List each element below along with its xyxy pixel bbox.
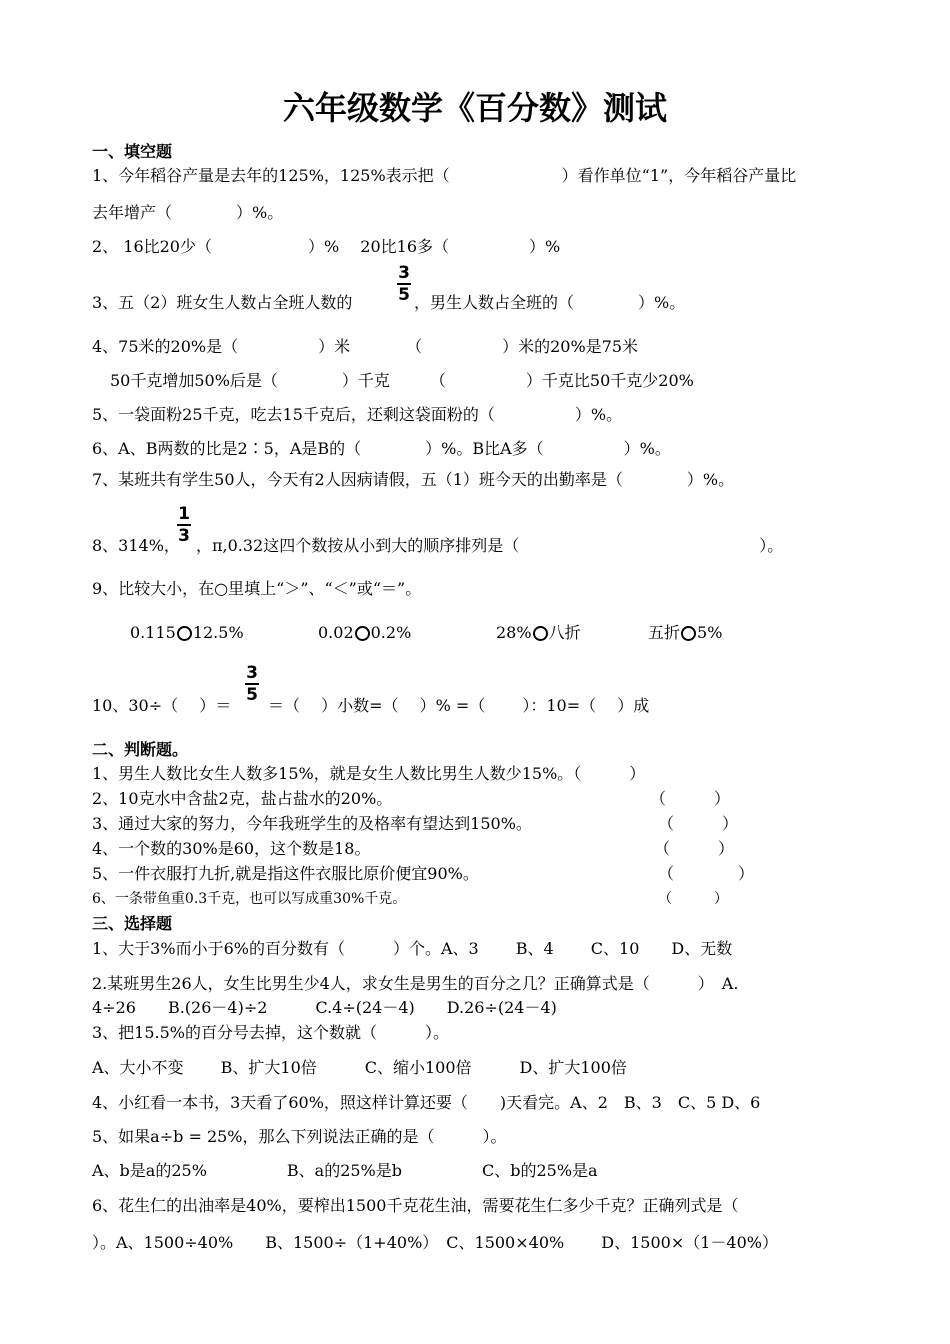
fraction-denominator: 5 [246,685,258,705]
question-6: 6、A、B两数的比是2∶5，A是B的（ ）%。B比A多（ ）%。 [92,439,671,458]
choice-line-6: 4、小红看一本书，3天看了60%，照这样计算还要（ )天看完。A、2 B、3 C、5 D、6 [92,1093,761,1112]
compare-circle[interactable] [355,626,370,641]
question-1-line-1: 1、今年稻谷产量是去年的125%，125%表示把（ ）看作单位“1”，今年稻谷产量比 [92,166,797,185]
question-10-tail: ＝（ ）小数=（ ）% =（ ）：10=（ ）成 [268,696,650,715]
judge-item-6: 6、一条带鱼重0.3千克，也可以写成重30%千克。 [92,891,407,907]
question-3-text: 3、五（2）班女生人数占全班人数的 [92,293,353,312]
fraction-denominator: 3 [178,526,190,546]
question-8-tail: ，π,0.32这四个数按从小到大的顺序排列是（ ）。 [196,536,784,555]
answer-bracket: （ ） [658,891,728,907]
question-1-line-2: 去年增产（ ）%。 [92,203,284,222]
choice-line-5: A、大小不变 B、扩大10倍 C、缩小100倍 D、扩大100倍 [92,1058,627,1077]
judge-item-5: 5、一件衣服打九折,就是指这件衣服比原价便宜90%。 [92,864,479,883]
compare-left: 五折 [648,623,681,642]
judge-item-3: 3、通过大家的努力，今年我班学生的及格率有望达到150%。 [92,814,532,833]
question-2: 2、 16比20少（ ）% 20比16多（ ）% [92,237,561,256]
compare-right: 5% [697,623,723,642]
compare-item-2 [318,623,411,643]
choice-line-9: 6、花生仁的出油率是40%，要榨出1500千克花生油，需要花生仁多少千克？正确列式是（ [92,1196,739,1215]
fraction-one-third [176,505,192,545]
compare-left: 0.02 [318,623,354,642]
question-10-text: 10、30÷（ ）＝ [92,696,232,715]
fraction-denominator: 5 [398,285,410,305]
compare-circle[interactable] [177,626,192,641]
judge-item-1: 1、男生人数比女生人数多15%，就是女生人数比男生人数少15%。（ ） [92,764,646,783]
judge-item-4: 4、一个数的30%是60，这个数是18。 [92,839,371,858]
question-8-text: 8、314%， [92,536,180,555]
compare-item-1 [130,623,244,643]
choice-line-2: 2.某班男生26人，女生比男生少4人，求女生是男生的百分之几？正确算式是（ ） A. [92,974,739,993]
choice-line-8: A、b是a的25% B、a的25%是b C、b的25%是a [92,1161,598,1180]
compare-circle[interactable] [681,626,696,641]
compare-circle[interactable] [533,626,548,641]
compare-right: 八折 [548,623,581,642]
compare-item-3 [496,623,581,643]
compare-left: 28% [496,623,532,642]
choice-line-3: 4÷26 B.(26－4)÷2 C.4÷(24－4) D.26÷(24－4) [92,998,557,1017]
fraction-three-fifths [244,664,260,704]
compare-right: 0.2% [370,623,412,642]
answer-bracket: （ ） [658,814,739,833]
question-5: 5、一袋面粉25千克，吃去15千克后，还剩这袋面粉的（ ）%。 [92,405,623,424]
question-4-line-2: 50千克增加50%后是（ ）千克 （ ）千克比50千克少20% [110,371,694,390]
question-7: 7、某班共有学生50人，今天有2人因病请假，五（1）班今天的出勤率是（ ）%。 [92,470,735,489]
answer-bracket: （ ） [654,839,735,858]
judge-item-2: 2、10克水中含盐2克，盐占盐水的20%。 [92,789,393,808]
section-heading-choice: 三、选择题 [92,914,173,933]
fraction-numerator: 3 [398,263,410,283]
fraction-numerator: 3 [246,663,258,683]
choice-line-1: 1、大于3%而小于6%的百分数有（ ）个。A、3 B、4 C、10 D、无数 [92,939,733,958]
page-title: 六年级数学《百分数》测试 [282,89,667,127]
choice-line-10: ）。A、1500÷40% B、1500÷（1+40%） C、1500×40% D、1500×（1－40%） [92,1233,778,1252]
compare-right: 12.5% [192,623,244,642]
choice-line-4: 3、把15.5%的百分号去掉，这个数就（ ）。 [92,1023,450,1042]
fraction-numerator: 1 [178,504,190,524]
answer-bracket: （ ） [650,789,731,808]
fraction-three-fifths [396,264,412,304]
choice-line-7: 5、如果a÷b = 25%，那么下列说法正确的是（ ）。 [92,1127,507,1146]
compare-left: 0.115 [130,623,176,642]
question-3-tail: ，男生人数占全班的（ ）%。 [414,293,686,312]
compare-item-4 [648,623,722,643]
section-heading-judge: 二、判断题。 [92,740,189,759]
question-4-line-1: 4、75米的20%是（ ）米 （ ）米的20%是75米 [92,337,639,356]
section-heading-fill-blank: 一、填空题 [92,142,173,161]
question-9: 9、比较大小，在○里填上“＞”、“＜”或“＝”。 [92,579,422,598]
answer-bracket: （ ） [658,864,755,883]
